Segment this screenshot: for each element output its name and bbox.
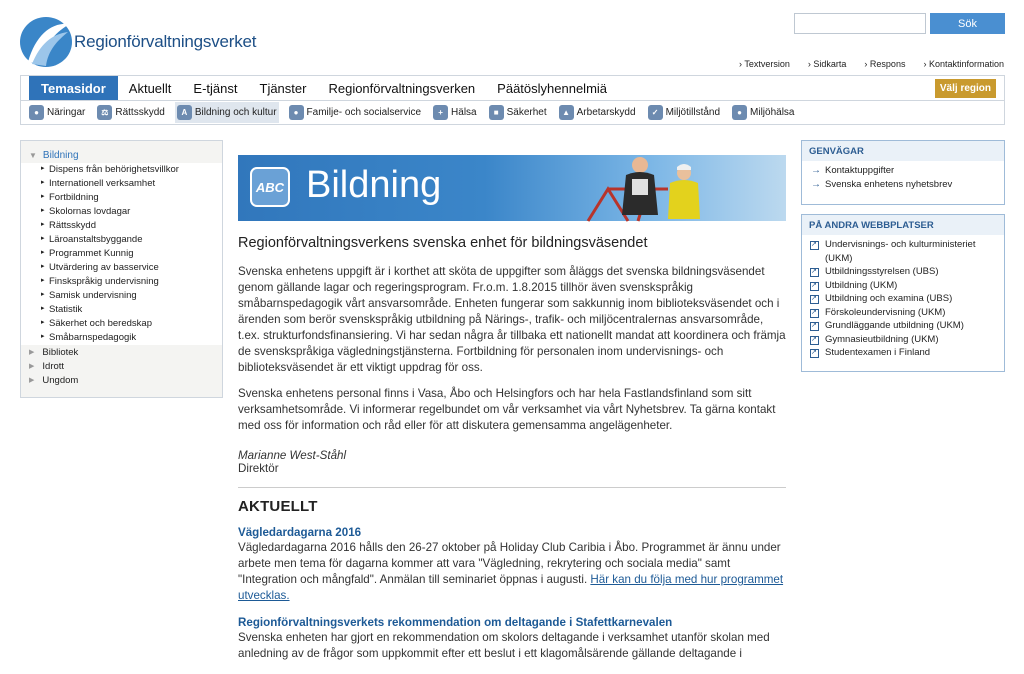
lock-icon: ■ <box>489 105 504 120</box>
tab-paatoslyhennelmia[interactable]: Päätöslyhennelmiä <box>497 80 608 96</box>
other-sites-box <box>801 214 1005 372</box>
helmet-icon: ▲ <box>559 105 574 120</box>
abc-badge-icon: ABC <box>250 167 290 207</box>
leftnav-children <box>21 163 222 345</box>
news-heading: AKTUELLT <box>238 498 318 515</box>
person-icon: ● <box>29 105 44 120</box>
subnav-label: Miljötillstånd <box>665 107 721 118</box>
subnav-label: Arbetarskydd <box>576 107 636 118</box>
shortcut-link[interactable]: → Kontaktuppgifter <box>809 164 998 178</box>
site-logo[interactable] <box>18 14 258 70</box>
news-item-title[interactable]: Vägledardagarna 2016 <box>238 526 362 539</box>
external-link[interactable]: ↗ Grundläggande utbildning (UKM) <box>809 319 998 333</box>
subnav-label: Bildning och kultur <box>194 107 277 118</box>
tab-aktuellt[interactable]: Aktuellt <box>128 80 172 96</box>
news-item-body <box>238 540 786 604</box>
divider <box>238 487 786 488</box>
leftnav-child-item[interactable]: ▸ Läroanstaltsbyggande <box>23 233 220 247</box>
abc-icon: A <box>177 105 192 120</box>
search-button[interactable]: Sök <box>930 13 1005 34</box>
shortcut-link[interactable]: → Svenska enhetens nyhetsbrev <box>809 178 998 192</box>
subnav-item-rattsskydd[interactable] <box>95 102 166 123</box>
banner-title: Bildning <box>306 164 442 206</box>
signature-role: Direktör <box>238 462 279 475</box>
leftnav-child-item[interactable]: ▸ Småbarnspedagogik <box>23 331 220 345</box>
subnav-item-naringar[interactable] <box>27 102 87 123</box>
shortcuts-heading: GENVÄGAR <box>802 141 1004 161</box>
tab-e-tjanst[interactable]: E-tjänst <box>193 80 238 96</box>
search-input[interactable] <box>794 13 926 34</box>
tab-regionforvaltningsverken[interactable]: Regionförvaltningsverken <box>328 80 476 96</box>
news-item-body: Svenska enheten har gjort en rekommendation om skolors deltagande i verksamhet utanför skolan med anledning av de frågor som uppkommit efter ett beslut i ett klagomålsärende gällande deltagande i <box>238 631 770 660</box>
external-link[interactable]: ↗ Utbildningsstyrelsen (UBS) <box>809 265 998 279</box>
other-sites-list <box>802 235 1004 366</box>
leftnav-child-item[interactable]: ▸ Fortbildning <box>23 191 220 205</box>
tab-temasidor[interactable]: Temasidor <box>29 76 118 100</box>
leftnav-child-item[interactable]: ▸ Statistik <box>23 303 220 317</box>
subnav-item-miljotillstand[interactable] <box>646 102 722 123</box>
leftnav-child-item[interactable]: ▸ Skolornas lovdagar <box>23 205 220 219</box>
family-icon: ● <box>289 105 304 120</box>
child-photo-image <box>618 155 662 221</box>
external-link[interactable]: ↗ Studentexamen i Finland <box>809 346 998 360</box>
subnav-label: Familje- och socialservice <box>306 107 422 118</box>
expanded-triangle-icon: ▼ <box>29 151 37 160</box>
subnav-label: Säkerhet <box>506 107 547 118</box>
subnav-item-miljohalsa[interactable] <box>730 102 796 123</box>
main-nav <box>20 75 1005 100</box>
external-link[interactable]: ↗ Förskoleundervisning (UKM) <box>809 306 998 320</box>
subnav-item-halsa[interactable] <box>431 102 479 123</box>
subnav-label: Näringar <box>47 107 86 118</box>
leftnav-item-bibliotek[interactable] <box>21 345 222 359</box>
leftnav-item-ungdom[interactable] <box>21 373 222 387</box>
left-nav <box>20 140 223 398</box>
program-link[interactable]: Här kan du följa med hur programmet utvecklas. <box>238 573 784 602</box>
news-body-text: Vägledardagarna 2016 hålls den 26-27 oktober på Holiday Club Caribia i Åbo. Programmet är ännu under arbete men tema för dagarna kommer att vara "Vägledning, rekrytering och sociala media" samt "Integration och mångfald". Anmälan till seminariet öppnas i augusti. <box>238 541 781 586</box>
intro-paragraph: Svenska enhetens uppgift är i korthet att sköta de uppgifter som åläggs det svenska bildningsväsendet genom gällande lagar och regeringsprogram. Fr.o.m. 1.8.2015 tillhör även svenskspråkig småbarnspedagogik vårt ansvarsområde. Enheten fungerar som sakkunnig inom biblioteksväsendet och i ärenden som berör svenskspråkig utbildning på Närings-, trafik- och miljöcentralernas ansvarsområde, t.ex. strukturfondsfinansiering. Vi har sedan några år tillbaka ett nationellt mandat att koordinera och främja de svenskspråkiga vägledningstjänsterna. Fortbildning för personalen inom undervisnings- och biblioteksväsendet är ett viktigt uppdrag för oss. <box>238 265 786 374</box>
theme-subnav <box>20 100 1005 125</box>
subnav-item-arbetarskydd[interactable] <box>557 102 638 123</box>
shortcuts-list <box>802 161 1004 197</box>
page-title: Regionförvaltningsverkens svenska enhet för bildningsväsendet <box>238 235 648 251</box>
subnav-item-sakerhet[interactable] <box>487 102 549 123</box>
leftnav-child-item[interactable]: ▸ Programmet Kunnig <box>23 247 220 261</box>
top-links <box>739 59 1004 69</box>
leftnav-sibling-label: Ungdom <box>42 374 79 386</box>
leftnav-root-label: Bildning <box>42 150 79 161</box>
subnav-label: Rättsskydd <box>115 107 165 118</box>
external-link[interactable]: ↗ Utbildning och examina (UBS) <box>809 292 998 306</box>
feedback-link[interactable]: › Respons <box>864 59 905 69</box>
leaf-icon: ✓ <box>648 105 663 120</box>
leftnav-child-item[interactable]: ▸ Utvärdering av basservice <box>23 261 220 275</box>
leftnav-item-idrott[interactable] <box>21 359 222 373</box>
signature-name: Marianne West-Ståhl <box>238 449 347 462</box>
shortcuts-box <box>801 140 1005 205</box>
collapsed-triangle-icon: ▶ <box>29 363 35 370</box>
leftnav-child-item[interactable]: ▸ Samisk undervisning <box>23 289 220 303</box>
external-link[interactable]: ↗ Undervisnings- och kulturministeriet (UKM) <box>809 238 998 265</box>
main-content <box>238 155 786 674</box>
leftnav-child-item[interactable]: ▸ Dispens från behörighetsvillkor <box>23 163 220 177</box>
subnav-item-familj[interactable] <box>287 102 423 123</box>
collapsed-triangle-icon: ▶ <box>29 349 35 356</box>
news-item-title[interactable]: Regionförvaltningsverkets rekommendation om deltagande i Stafettkarnevalen <box>238 616 673 629</box>
external-link[interactable]: ↗ Gymnasieutbildning (UKM) <box>809 333 998 347</box>
textversion-link[interactable]: › Textversion <box>739 59 790 69</box>
people-icon: ● <box>732 105 747 120</box>
subnav-label: Hälsa <box>451 107 477 118</box>
staff-paragraph: Svenska enhetens personal finns i Vasa, Åbo och Helsingfors och har hela Fastlandsfinland som sitt verksamhetsområde. Vi informerar regelbundet om vår verksamhet via vårt Nyhetsbrev. Ta gärna kontakt med oss för information och råd eller för att diskutera gemensamma angelägenheter. <box>238 387 776 432</box>
collapsed-triangle-icon: ▶ <box>29 377 35 384</box>
leftnav-child-item[interactable]: ▸ Internationell verksamhet <box>23 177 220 191</box>
other-sites-heading: PÅ ANDRA WEBBPLATSER <box>802 215 1004 235</box>
bildning-banner <box>238 155 786 221</box>
contact-link[interactable]: › Kontaktinformation <box>923 59 1004 69</box>
leftnav-child-item[interactable]: ▸ Finskspråkig undervisning <box>23 275 220 289</box>
subnav-item-bildning[interactable] <box>175 102 279 123</box>
sitemap-link[interactable]: › Sidkarta <box>808 59 847 69</box>
external-link[interactable]: ↗ Utbildning (UKM) <box>809 279 998 293</box>
select-region-button[interactable]: Välj region <box>935 79 996 98</box>
logo-text: Regionförvaltningsverket <box>74 32 257 51</box>
scales-icon: ⚖ <box>97 105 112 120</box>
tab-tjanster[interactable]: Tjänster <box>259 80 307 96</box>
subnav-label: Miljöhälsa <box>750 107 795 118</box>
leftnav-sibling-label: Idrott <box>42 360 65 372</box>
child-photo-image <box>666 163 702 221</box>
leftnav-child-item[interactable]: ▸ Säkerhet och beredskap <box>23 317 220 331</box>
leftnav-child-item[interactable]: ▸ Rättsskydd <box>23 219 220 233</box>
leftnav-sibling-label: Bibliotek <box>42 346 79 358</box>
leftnav-item-bildning[interactable] <box>21 141 222 163</box>
health-cross-icon: + <box>433 105 448 120</box>
logo-icon <box>18 14 76 70</box>
